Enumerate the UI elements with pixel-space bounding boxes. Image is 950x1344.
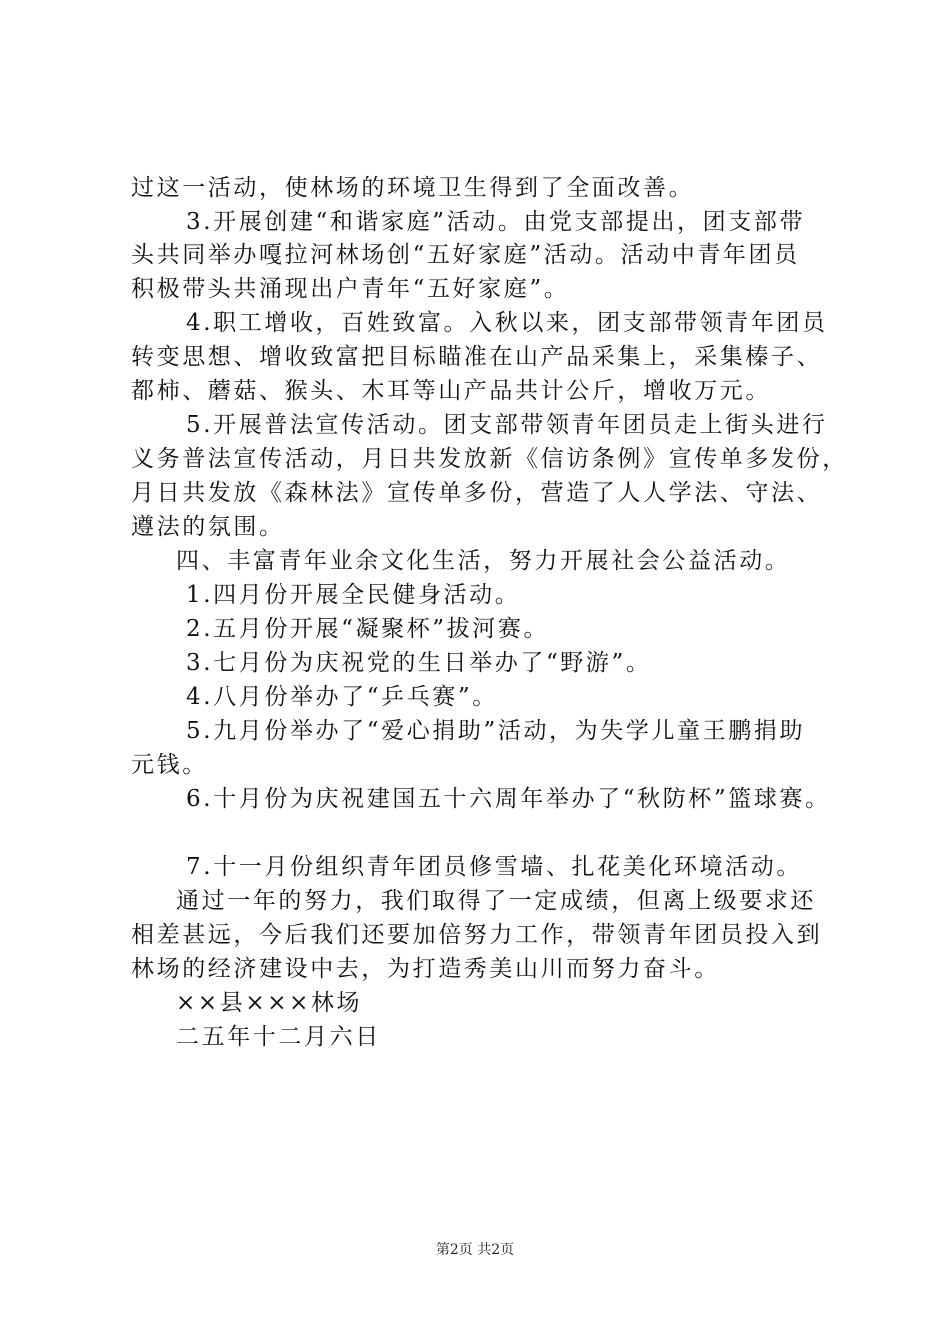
section-heading: 四、丰富青年业余文化生活，努力开展社会公益活动。 <box>176 548 791 574</box>
list-item-continuation: 元钱。 <box>131 752 208 778</box>
paragraph-line: 月日共发放《森林法》宣传单多份，营造了人人学法、守法、 <box>131 480 823 506</box>
paragraph-line: 遵法的氛围。 <box>131 514 285 540</box>
paragraph-line: 林场的经济建设中去，为打造秀美山川而努力奋斗。 <box>131 956 720 982</box>
list-item: 2.五月份开展“凝聚杯”拔河赛。 <box>186 616 550 642</box>
list-item: 5.九月份举办了“爱心捐助”活动，为失学儿童王鹏捐助 <box>186 718 806 744</box>
paragraph-line: 相差甚远，今后我们还要加倍努力工作，带领青年团员投入到 <box>131 922 823 948</box>
paragraph-line: 都柿、蘑菇、猴头、木耳等山产品共计公斤，增收万元。 <box>131 378 771 404</box>
list-item: 3.七月份为庆祝党的生日举办了“野游”。 <box>186 650 652 676</box>
page-footer: 第2页 共2页 <box>435 1242 515 1258</box>
list-item: 4.八月份举办了“乒乓赛”。 <box>186 684 498 710</box>
paragraph-line: 积极带头共涌现出户青年“五好家庭”。 <box>131 276 570 302</box>
paragraph-line: 5.开展普法宣传活动。团支部带领青年团员走上街头进行 <box>186 412 828 438</box>
signature-org: ××县×××林场 <box>176 990 363 1016</box>
paragraph-line: 通过一年的努力，我们取得了一定成绩，但离上级要求还 <box>176 888 816 914</box>
paragraph-line: 4.职工增收，百姓致富。入秋以来，团支部带领青年团员 <box>186 310 828 336</box>
list-item: 7.十一月份组织青年团员修雪墙、扎花美化环境活动。 <box>186 854 802 880</box>
paragraph-line: 3.开展创建“和谐家庭”活动。由党支部提出，团支部带 <box>186 209 806 235</box>
paragraph-line: 头共同举办嘎拉河林场创“五好家庭”活动。活动中青年团员 <box>131 242 800 268</box>
paragraph-line: 转变思想、增收致富把目标瞄准在山产品采集上，采集榛子、 <box>131 344 823 370</box>
paragraph-line: 义务普法宣传活动，月日共发放新《信访条例》宣传单多发份， <box>131 446 848 472</box>
list-item: 1.四月份开展全民健身活动。 <box>186 582 521 608</box>
paragraph-line: 过这一活动，使林场的环境卫生得到了全面改善。 <box>131 175 695 201</box>
list-item: 6.十月份为庆祝建国五十六周年举办了“秋防杯”篮球赛。 <box>186 786 831 812</box>
signature-date: 二五年十二月六日 <box>176 1024 381 1050</box>
